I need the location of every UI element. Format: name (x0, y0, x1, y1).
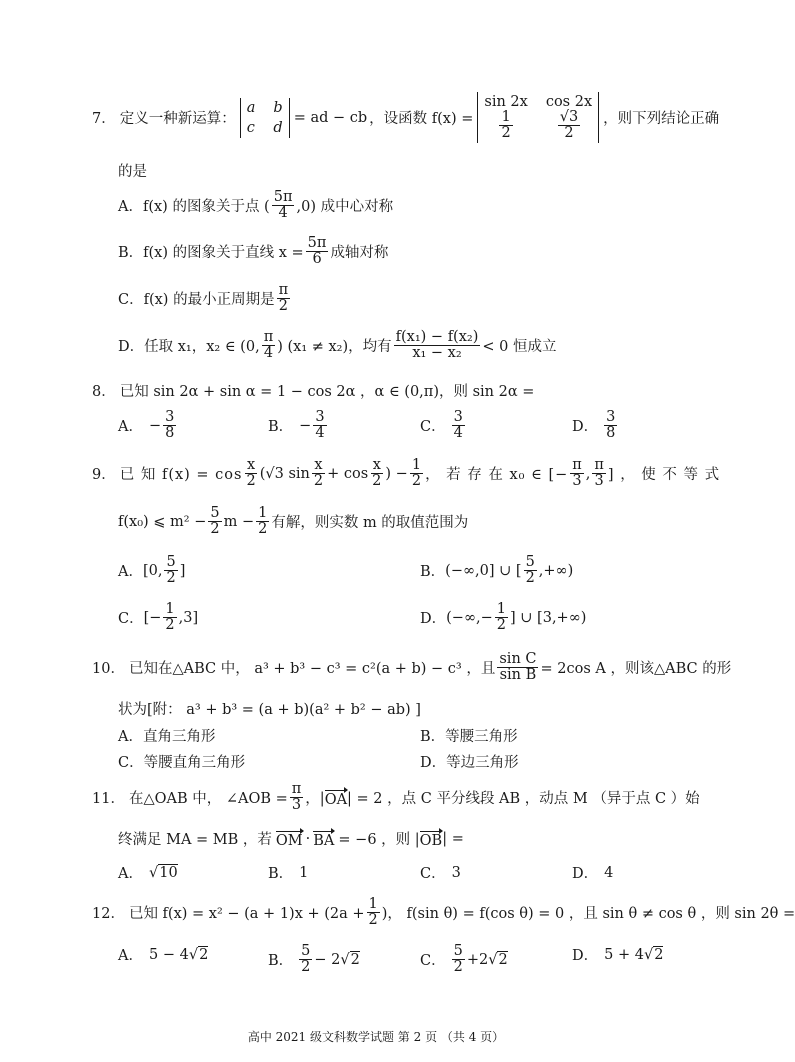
q10-option-d[interactable] (420, 751, 519, 772)
q12-stem-b: )， f(sin θ) = f(cos θ) = 0 ，且 sin θ ≠ cos θ ，则 sin 2θ = (381, 906, 795, 923)
vector-om: OM (276, 829, 303, 849)
q7-stem-b: ，设函数 f(x) = (369, 111, 474, 128)
q8-stem-text: 已知 sin 2α + sin α = 1 − cos 2α ，α ∈ (0,π)，则 sin 2α = (119, 384, 535, 400)
q11-stem-line1 (92, 782, 700, 813)
q11-stem-b: ，| (305, 791, 325, 808)
q12-frac: $\frac{1}{2}$ (368, 896, 378, 929)
sqrt-sign: √ (340, 951, 350, 968)
sqrt-sign: √ (148, 864, 159, 881)
option-label: B． (420, 564, 446, 581)
det-a: a (246, 99, 256, 116)
q7-stem-c: ，则下列结论正确 (603, 111, 720, 128)
q9-stem-g: ] ， 使 不 等 式 (607, 467, 721, 484)
q7-stem-a: 定义一种新运算： (119, 111, 236, 128)
option-text: 1 (299, 864, 309, 881)
q10-option-a[interactable] (118, 725, 215, 746)
q9-stem-line2 (118, 506, 468, 537)
sqrt-value: 2 (654, 947, 664, 963)
q9-frac5: $\frac{\pi}{3}$ (572, 457, 582, 490)
q8-b-frac: $\frac{3}{4}$ (315, 409, 325, 442)
option-label: C． (420, 866, 446, 882)
q12-c-frac: $\frac{5}{2}$ (453, 943, 463, 976)
sqrt-sign: √ (488, 951, 498, 968)
q11-stem-e: · (305, 830, 311, 847)
q12-a-pre: 5 − 4 (148, 946, 189, 963)
option-text: 直角三角形 (142, 729, 216, 745)
option-text: 4 (604, 864, 614, 881)
option-label: A． (118, 199, 143, 216)
q9-stem-a: 已 知 f(x) = cos (119, 467, 243, 484)
q7-b-post: 成轴对称 (330, 245, 389, 262)
q12-d-pre: 5 + 4 (604, 946, 644, 963)
q8-option-b[interactable] (268, 410, 329, 441)
q7-c-pre: f(x) 的最小正周期是 (143, 292, 275, 309)
fdet-b: cos 2x (545, 94, 593, 110)
q7-b-pre: f(x) 的图象关于直线 x = (143, 245, 304, 262)
q9-b-pre: (−∞,0] ∪ [ (445, 562, 522, 579)
fdet-c: $\frac{1}{2}$ (501, 109, 511, 142)
option-label: D． (572, 419, 599, 436)
q12-option-c[interactable] (420, 944, 508, 975)
q8-b-sign: − (299, 417, 312, 434)
q7-function-determinant (477, 92, 599, 143)
q7-definition-determinant (240, 98, 290, 138)
q11-stem-c: | = 2 ，点 C 平分线段 AB ，动点 M （异于点 C ）始 (347, 791, 700, 808)
q11-stem-f: = −6 ，则 | (338, 832, 420, 848)
q7-option-b[interactable] (118, 236, 388, 267)
q7-stem-line1 (92, 92, 719, 143)
q7-stem-line2 (118, 160, 147, 181)
option-label: A． (118, 419, 143, 436)
q9-a-pre: [0, (142, 562, 163, 579)
q7-number: 7． (92, 111, 116, 128)
q9-frac8: $\frac{1}{2}$ (258, 505, 268, 538)
q7-d-pre: 任取 x₁，x₂ ∈ (0, (144, 339, 260, 356)
q7-d-frac2: $\frac{\text{f(x₁) − f(x₂)}}{\text{x₁ − x₂}}$ (395, 329, 479, 362)
q9-d-frac: $\frac{1}{2}$ (496, 601, 507, 634)
q7-a-post: ,0) 成中心对称 (296, 199, 394, 216)
sqrt-sign: √ (188, 946, 199, 963)
q11-stem-a: 在△OAB 中， ∠AOB = (128, 791, 288, 808)
q8-a-frac: $\frac{3}{8}$ (165, 409, 175, 442)
q8-stem (92, 380, 534, 401)
fdet-d: $\frac{√3}{2}$ (559, 109, 579, 142)
option-label: D． (572, 948, 599, 964)
q10-stem-c: 状为[附： a³ + b³ = (a + b)(a² + b² − ab) ] (118, 702, 421, 718)
q10-frac: $\frac{\text{sin C}}{\text{sin B}}$ (499, 651, 537, 684)
q8-d-frac: $\frac{3}{8}$ (606, 409, 616, 442)
q9-frac7: $\frac{5}{2}$ (210, 505, 220, 538)
option-label: D． (420, 755, 447, 771)
q7-d-mid: ) (x₁ ≠ x₂)，均有 (277, 339, 392, 356)
q9-c-post: ,3] (178, 609, 199, 626)
q10-stem-a: 已知在△ABC 中， a³ + b³ − c³ = c²(a + b) − c³ ，且 (128, 661, 496, 678)
option-label: C． (420, 419, 446, 436)
option-label: C． (118, 292, 144, 309)
q11-option-d[interactable] (572, 862, 613, 883)
q7-b-frac: $\frac{5\pi}{6}$ (307, 235, 327, 268)
q9-stem-line1 (92, 458, 720, 489)
q9-c-frac: $\frac{1}{2}$ (165, 601, 175, 634)
q9-option-c[interactable] (118, 602, 198, 633)
q12-c-mid: +2 (466, 951, 489, 968)
q8-option-c[interactable] (420, 410, 467, 441)
q12-number: 12． (92, 906, 125, 923)
q11-stem-d: 终满足 MA = MB ，若 (118, 832, 272, 848)
q9-option-b[interactable] (420, 555, 573, 586)
q10-option-c[interactable] (118, 751, 245, 772)
q9-line2-c: 有解，则实数 m 的取值范围为 (271, 515, 469, 532)
option-text: 等边三角形 (446, 755, 519, 771)
q10-stem-b: = 2cos A ，则该△ABC 的形 (540, 661, 732, 678)
q9-b-frac: $\frac{5}{2}$ (525, 554, 535, 587)
q12-option-a[interactable] (118, 944, 208, 965)
vector-ob: OB (420, 829, 443, 849)
q7-a-frac: $\frac{5\pi}{4}$ (273, 189, 293, 222)
q8-option-d[interactable] (572, 410, 619, 441)
q11-frac: $\frac{\pi}{3}$ (291, 781, 302, 814)
option-label: D． (420, 611, 447, 628)
q12-stem-a: 已知 f(x) = x² − (a + 1)x + (2a + (128, 906, 365, 923)
sqrt-sign: √ (643, 946, 654, 963)
q12-stem (92, 897, 795, 928)
sqrt-value: 2 (199, 947, 209, 963)
q10-number: 10． (92, 661, 125, 678)
vector-ba: BA (313, 829, 334, 849)
option-label: D． (118, 339, 145, 356)
q12-option-b[interactable] (268, 944, 360, 975)
q12-option-d[interactable] (572, 944, 663, 965)
vector-oa: OA (325, 788, 347, 808)
option-label: A． (118, 866, 143, 882)
q9-frac3: $\frac{x}{2}$ (372, 457, 382, 490)
option-label: C． (118, 755, 144, 771)
option-label: B． (420, 729, 446, 745)
page-footer: 高中 2021 级文科数学试题 第 2 页 （共 4 页） (247, 1030, 505, 1044)
option-label: A． (118, 729, 143, 745)
q9-b-post: ,+∞) (538, 562, 574, 579)
q11-option-c[interactable] (420, 862, 461, 883)
option-label: A． (118, 948, 143, 964)
q8-a-sign: − (148, 417, 162, 434)
q11-option-a[interactable] (118, 862, 178, 883)
q9-stem-e: ， 若 存 在 x₀ ∈ [− (425, 467, 569, 484)
q7-d-frac: $\frac{\pi}{4}$ (263, 329, 274, 362)
q12-b-frac: $\frac{5}{2}$ (301, 943, 311, 976)
q7-option-c[interactable] (118, 283, 292, 314)
option-label: B． (268, 866, 294, 882)
q7-d-post: < 0 恒成立 (482, 339, 557, 356)
option-text: 等腰三角形 (445, 729, 518, 745)
q9-stem-b: (√3 sin (259, 465, 310, 482)
q10-stem-line2 (118, 698, 421, 719)
q7-a-pre: f(x) 的图象关于点 ( (142, 199, 270, 216)
q12-b-mid: − 2 (314, 951, 341, 968)
q9-a-frac: $\frac{5}{2}$ (166, 554, 176, 587)
q11-number: 11． (92, 791, 125, 808)
q9-line2-b: m − (223, 513, 255, 530)
option-label: B． (268, 953, 294, 970)
q11-option-b[interactable] (268, 862, 308, 883)
det-d: d (273, 119, 283, 136)
q8-number: 8． (92, 384, 116, 400)
option-label: D． (572, 866, 599, 882)
q9-option-a[interactable] (118, 555, 185, 586)
q7-det-result: = ad − cb (293, 109, 368, 126)
q9-frac2: $\frac{x}{2}$ (313, 457, 324, 490)
det-b: b (273, 99, 283, 116)
q9-c-pre: [− (143, 609, 162, 626)
q9-stem-f: , (585, 465, 591, 482)
q11-stem-line2 (118, 828, 464, 849)
q9-frac4: $\frac{1}{2}$ (411, 457, 422, 490)
sqrt-value: 2 (498, 952, 508, 969)
q10-option-b[interactable] (420, 725, 518, 746)
q8-c-frac: $\frac{3}{4}$ (453, 409, 463, 442)
det-c: c (246, 119, 255, 136)
option-label: A． (118, 564, 143, 581)
option-label: C． (420, 953, 446, 970)
sqrt-value: 2 (350, 952, 360, 969)
q7-option-d[interactable] (118, 330, 556, 361)
q9-d-post: ] ∪ [3,+∞) (510, 609, 587, 626)
q9-number: 9． (92, 467, 116, 484)
q9-a-post: ] (179, 562, 186, 579)
q9-line2-a: f(x₀) ⩽ m² − (118, 513, 207, 530)
q7-option-a[interactable] (118, 190, 393, 221)
option-label: B． (118, 245, 144, 262)
option-text: 3 (451, 864, 461, 881)
q9-stem-c: + cos (327, 465, 369, 482)
q9-d-pre: (−∞,− (446, 609, 493, 626)
q9-frac6: $\frac{\pi}{3}$ (594, 457, 604, 490)
q9-option-d[interactable] (420, 602, 586, 633)
sqrt-value: 10 (159, 865, 178, 881)
q9-stem-d: ) − (385, 465, 408, 482)
option-label: B． (268, 419, 294, 436)
q7-stem-d: 的是 (118, 164, 147, 180)
q7-c-frac: $\frac{\pi}{2}$ (278, 282, 289, 315)
q11-stem-g: | = (442, 830, 464, 847)
option-label: C． (118, 611, 144, 628)
q9-frac1: $\frac{x}{2}$ (246, 457, 256, 490)
q10-stem-line1 (92, 652, 731, 683)
option-text: 等腰直角三角形 (143, 755, 246, 771)
fdet-a: sin 2x (484, 94, 528, 110)
q8-option-a[interactable] (118, 410, 178, 441)
